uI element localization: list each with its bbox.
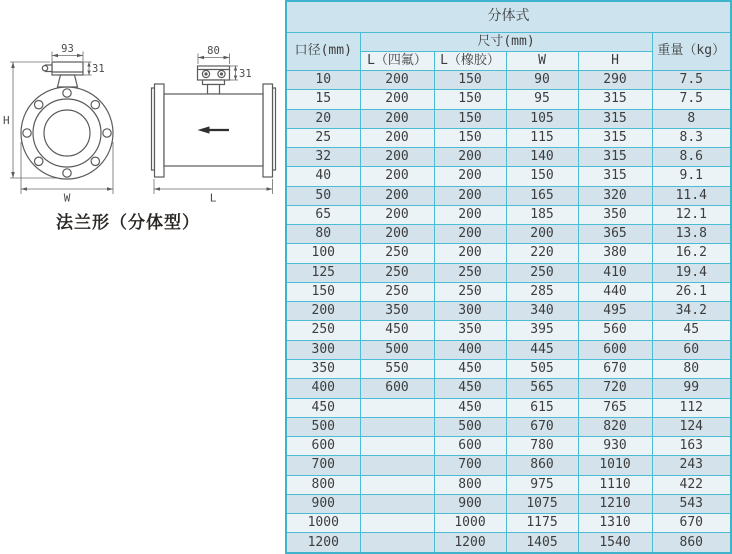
table-cell: 150 <box>434 71 506 90</box>
table-cell: 600 <box>578 340 652 359</box>
table-cell: 125 <box>286 263 360 282</box>
table-cell: 200 <box>360 225 434 244</box>
table-cell: 780 <box>506 437 578 456</box>
table-cell: 400 <box>286 379 360 398</box>
table-cell: 1175 <box>506 514 578 533</box>
table-cell: 8.6 <box>652 148 731 167</box>
table-cell: 150 <box>434 128 506 147</box>
table-row <box>286 494 731 513</box>
table-cell: 600 <box>434 437 506 456</box>
table-cell: 100 <box>286 244 360 263</box>
table-cell: 290 <box>578 71 652 90</box>
table-row <box>286 302 731 321</box>
side-length-dim-label: L <box>209 191 217 205</box>
table-cell: 140 <box>506 148 578 167</box>
table-cell <box>360 437 434 456</box>
table-cell: 243 <box>652 456 731 475</box>
table-row <box>286 186 731 205</box>
table-cell: 250 <box>360 263 434 282</box>
side-box-width-label: 80 <box>207 45 220 57</box>
table-cell: 1405 <box>506 533 578 553</box>
table-cell: 400 <box>434 340 506 359</box>
table-cell: 1010 <box>578 456 652 475</box>
table-cell: 80 <box>286 225 360 244</box>
col-header-diameter: 口径(mm) <box>286 33 360 71</box>
table-cell: 395 <box>506 321 578 340</box>
table-cell: 12.1 <box>652 205 731 224</box>
table-cell: 800 <box>286 475 360 494</box>
table-cell: 150 <box>506 167 578 186</box>
table-cell: 40 <box>286 167 360 186</box>
table-cell: 250 <box>286 321 360 340</box>
table-cell: 115 <box>506 128 578 147</box>
table-row <box>286 533 731 553</box>
table-cell: 1110 <box>578 475 652 494</box>
table-cell: 95 <box>506 90 578 109</box>
table-cell: 315 <box>578 128 652 147</box>
table-cell <box>360 514 434 533</box>
table-cell: 10 <box>286 71 360 90</box>
table-row <box>286 456 731 475</box>
table-cell: 200 <box>434 148 506 167</box>
table-cell: 500 <box>434 417 506 436</box>
table-cell: 320 <box>578 186 652 205</box>
table-cell: 50 <box>286 186 360 205</box>
bolt-hole <box>91 101 99 109</box>
table-cell: 200 <box>360 148 434 167</box>
table-row <box>286 90 731 109</box>
table-cell: 350 <box>286 359 360 378</box>
table-cell: 200 <box>434 205 506 224</box>
table-cell: 380 <box>578 244 652 263</box>
table-cell: 670 <box>506 417 578 436</box>
table-cell: 350 <box>434 321 506 340</box>
drawing-panel <box>0 0 285 554</box>
table-row <box>286 321 731 340</box>
table-cell: 340 <box>506 302 578 321</box>
table-cell: 450 <box>286 398 360 417</box>
table-row <box>286 359 731 378</box>
table-cell: 200 <box>360 128 434 147</box>
table-row <box>286 282 731 301</box>
table-row <box>286 437 731 456</box>
table-cell: 19.4 <box>652 263 731 282</box>
table-cell: 16.2 <box>652 244 731 263</box>
table-row <box>286 417 731 436</box>
table-cell: 450 <box>434 398 506 417</box>
table-cell: 300 <box>286 340 360 359</box>
table-cell <box>360 475 434 494</box>
table-cell: 600 <box>286 437 360 456</box>
table-row <box>286 263 731 282</box>
table-cell <box>360 494 434 513</box>
table-cell: 445 <box>506 340 578 359</box>
table-cell: 900 <box>286 494 360 513</box>
table-cell: 200 <box>434 244 506 263</box>
table-row <box>286 398 731 417</box>
table-cell: 250 <box>360 244 434 263</box>
bolt-hole <box>35 157 43 165</box>
table-cell: 165 <box>506 186 578 205</box>
table-cell: 700 <box>286 456 360 475</box>
table-cell: 300 <box>434 302 506 321</box>
table-cell: 45 <box>652 321 731 340</box>
table-cell: 1075 <box>506 494 578 513</box>
table-cell: 163 <box>652 437 731 456</box>
table-cell: 80 <box>652 359 731 378</box>
table-cell: 250 <box>434 282 506 301</box>
flowmeter-drawing <box>0 0 286 240</box>
bolt-hole <box>103 129 111 137</box>
col-header-l-ptfe: L（四氟） <box>360 52 434 71</box>
table-cell <box>360 417 434 436</box>
spec-table-wrap <box>285 0 732 554</box>
table-row <box>286 205 731 224</box>
front-width-dim-label: W <box>63 191 71 205</box>
table-cell: 495 <box>578 302 652 321</box>
table-row <box>286 148 731 167</box>
table-cell: 440 <box>578 282 652 301</box>
bolt-hole <box>35 101 43 109</box>
table-cell: 350 <box>360 302 434 321</box>
table-cell: 60 <box>652 340 731 359</box>
table-cell: 765 <box>578 398 652 417</box>
table-cell: 565 <box>506 379 578 398</box>
table-cell: 25 <box>286 128 360 147</box>
table-row <box>286 475 731 494</box>
front-neck <box>58 75 78 87</box>
table-cell: 200 <box>434 225 506 244</box>
table-cell: 670 <box>652 514 731 533</box>
table-cell: 200 <box>286 302 360 321</box>
table-cell: 820 <box>578 417 652 436</box>
table-cell: 800 <box>434 475 506 494</box>
bolt-hole <box>63 169 71 177</box>
table-cell: 900 <box>434 494 506 513</box>
table-cell: 7.5 <box>652 71 731 90</box>
col-header-weight: 重量（kg） <box>652 33 731 71</box>
table-cell: 26.1 <box>652 282 731 301</box>
table-title: 分体式 <box>286 1 731 33</box>
side-neck <box>208 85 220 95</box>
table-cell <box>360 456 434 475</box>
front-view <box>3 43 113 205</box>
flange-outer-circle <box>21 87 113 179</box>
table-cell: 112 <box>652 398 731 417</box>
table-cell: 500 <box>286 417 360 436</box>
table-cell: 315 <box>578 109 652 128</box>
table-cell: 124 <box>652 417 731 436</box>
table-cell: 250 <box>506 263 578 282</box>
drawing-caption: 法兰形（分体型） <box>56 213 200 232</box>
table-cell: 200 <box>506 225 578 244</box>
table-cell: 500 <box>360 340 434 359</box>
table-cell: 200 <box>360 109 434 128</box>
table-row <box>286 167 731 186</box>
table-cell: 150 <box>286 282 360 301</box>
table-cell: 250 <box>434 263 506 282</box>
table-cell: 450 <box>434 379 506 398</box>
table-cell: 250 <box>360 282 434 301</box>
table-cell: 315 <box>578 167 652 186</box>
front-junction-box <box>52 62 83 75</box>
table-cell: 505 <box>506 359 578 378</box>
table-cell: 7.5 <box>652 90 731 109</box>
table-cell: 34.2 <box>652 302 731 321</box>
spec-table-body <box>286 71 731 554</box>
col-header-w: W <box>506 52 578 71</box>
table-row <box>286 109 731 128</box>
table-row <box>286 244 731 263</box>
table-cell: 550 <box>360 359 434 378</box>
table-cell: 670 <box>578 359 652 378</box>
spec-table <box>285 0 732 554</box>
table-cell: 600 <box>360 379 434 398</box>
table-cell: 315 <box>578 90 652 109</box>
table-cell: 220 <box>506 244 578 263</box>
table-row <box>286 514 731 533</box>
table-cell: 410 <box>578 263 652 282</box>
side-box-height-label: 31 <box>239 68 252 80</box>
table-cell: 9.1 <box>652 167 731 186</box>
table-cell: 1000 <box>434 514 506 533</box>
table-cell: 150 <box>434 109 506 128</box>
table-cell: 11.4 <box>652 186 731 205</box>
table-cell: 200 <box>360 167 434 186</box>
table-cell: 1310 <box>578 514 652 533</box>
table-cell: 1000 <box>286 514 360 533</box>
table-cell: 700 <box>434 456 506 475</box>
front-box-width-label: 93 <box>61 43 74 55</box>
table-cell: 185 <box>506 205 578 224</box>
table-cell: 543 <box>652 494 731 513</box>
table-row <box>286 225 731 244</box>
col-header-h: H <box>578 52 652 71</box>
table-cell: 8.3 <box>652 128 731 147</box>
table-cell: 200 <box>360 90 434 109</box>
table-cell: 1210 <box>578 494 652 513</box>
table-cell: 560 <box>578 321 652 340</box>
side-view <box>152 45 276 205</box>
table-cell: 15 <box>286 90 360 109</box>
table-cell: 450 <box>434 359 506 378</box>
table-cell: 200 <box>434 186 506 205</box>
table-cell: 200 <box>360 71 434 90</box>
table-cell: 860 <box>506 456 578 475</box>
front-height-dim-label: H <box>3 114 10 127</box>
bolt-hole <box>63 89 71 97</box>
table-cell: 975 <box>506 475 578 494</box>
front-box-height-label: 31 <box>92 63 105 75</box>
table-cell <box>360 533 434 553</box>
table-cell: 1200 <box>286 533 360 553</box>
table-row <box>286 340 731 359</box>
table-cell: 65 <box>286 205 360 224</box>
table-cell: 200 <box>360 186 434 205</box>
table-cell: 285 <box>506 282 578 301</box>
table-cell: 200 <box>434 167 506 186</box>
table-cell: 20 <box>286 109 360 128</box>
table-cell: 8 <box>652 109 731 128</box>
table-cell: 315 <box>578 148 652 167</box>
table-row <box>286 128 731 147</box>
table-cell <box>360 398 434 417</box>
table-cell: 200 <box>360 205 434 224</box>
table-cell: 350 <box>578 205 652 224</box>
table-cell: 615 <box>506 398 578 417</box>
col-header-size-group: 尺寸(mm) <box>360 33 652 52</box>
bolt-hole <box>91 157 99 165</box>
col-header-l-rubber: L（橡胶） <box>434 52 506 71</box>
table-cell: 365 <box>578 225 652 244</box>
table-row <box>286 71 731 90</box>
table-row <box>286 379 731 398</box>
table-cell: 90 <box>506 71 578 90</box>
table-cell: 422 <box>652 475 731 494</box>
table-cell: 860 <box>652 533 731 553</box>
table-cell: 150 <box>434 90 506 109</box>
table-cell: 930 <box>578 437 652 456</box>
table-cell: 1200 <box>434 533 506 553</box>
table-cell: 450 <box>360 321 434 340</box>
table-cell: 99 <box>652 379 731 398</box>
bolt-hole <box>23 129 31 137</box>
table-cell: 105 <box>506 109 578 128</box>
table-cell: 720 <box>578 379 652 398</box>
table-cell: 32 <box>286 148 360 167</box>
table-cell: 13.8 <box>652 225 731 244</box>
table-cell: 1540 <box>578 533 652 553</box>
